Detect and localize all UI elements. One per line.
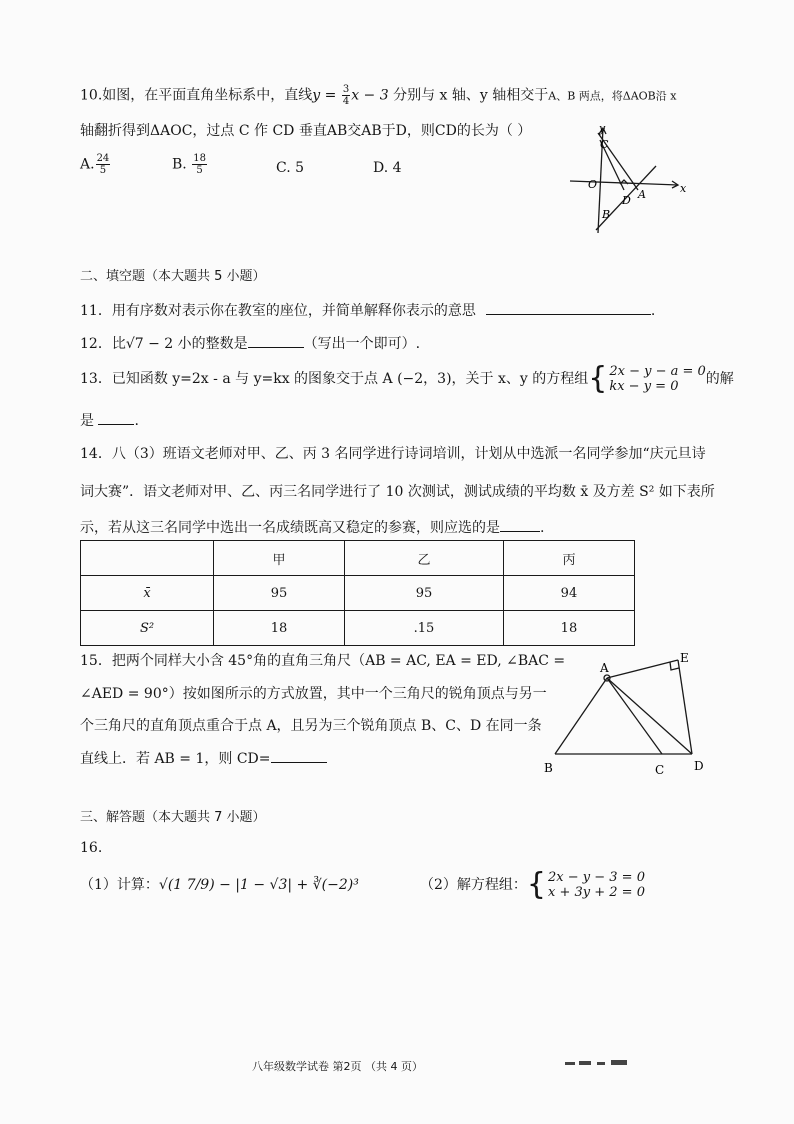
q10-eq-sign: =: [320, 87, 341, 104]
line-ed: [678, 660, 692, 754]
table-cell: 18: [503, 611, 634, 646]
q12: [80, 333, 420, 353]
table-row: [81, 576, 635, 611]
option-b-label: B.: [172, 156, 187, 173]
table-cell: 94: [503, 576, 634, 611]
fig-label-y: y: [599, 122, 606, 135]
q10-fraction: [342, 84, 350, 107]
fig-label-b: B: [602, 208, 611, 221]
fig-label-x: x: [680, 182, 687, 195]
q16-part1-expr: √(1 7/9) − |1 − √3| + ∛(−2)³: [158, 877, 359, 893]
table-header-cell: 甲: [214, 541, 345, 576]
q10-eq-rest: x − 3: [351, 87, 389, 104]
q10-option-c: [276, 160, 304, 176]
section3-title: 三、解答题（本大题共 7 小题）: [80, 810, 266, 825]
q10-points: A、B 两点，将ΔAOB沿 x: [548, 89, 677, 103]
q16-part2-label: （2）解方程组：: [420, 877, 527, 893]
q10-option-a: [80, 153, 111, 176]
q13-prefix: 13．已知函数 y=2x - a 与 y=kx 的图象交于点 A (−2，3)，关于 x、y 的方程组: [80, 371, 589, 387]
fig-label-o: O: [588, 178, 598, 191]
q16-number: 16.: [80, 840, 103, 856]
smudge-mark: [579, 1061, 591, 1065]
q10-eq-y: y: [312, 87, 321, 104]
fig-label-e: E: [680, 651, 689, 665]
page-footer: 八年级数学试卷 第2页 （共 4 页）: [252, 1060, 423, 1073]
q14-blank: [500, 531, 540, 532]
table-header-cell: 乙: [345, 541, 504, 576]
option-d-text: 4: [392, 160, 402, 176]
q16-brace: {: [526, 867, 547, 902]
q10-line1: [80, 84, 676, 107]
table-cell: 18: [214, 611, 345, 646]
table-row-label: x̄: [81, 576, 214, 611]
q11: 11．用有序数对表示你在教室的座位，并简单解释你表示的意思 .: [80, 303, 656, 319]
q14-line3: 示，若从这三名同学中选出一名成绩既高又稳定的参赛，则应选的是 .: [80, 520, 545, 536]
q13-answer-prefix: 是: [80, 413, 94, 429]
q13-system: [609, 364, 705, 394]
option-a-label: A.: [80, 156, 95, 173]
smudge-mark: [565, 1062, 575, 1065]
q10-line2: 轴翻折得到ΔAOC，过点 C 作 CD 垂直AB交AB于D，则CD的长为（ ）: [80, 123, 532, 139]
table-cell: .15: [345, 611, 504, 646]
q16-part1: [80, 874, 359, 894]
line-ae: [607, 660, 678, 678]
table-header-cell: [81, 541, 214, 576]
q13-suffix: 的解: [705, 371, 734, 387]
smudge-mark: [611, 1060, 627, 1065]
q13-blank: [98, 424, 134, 425]
x-axis: [570, 181, 678, 185]
table-header-row: [81, 541, 635, 576]
q16-eq1: 2x − y − 3 = 0: [548, 870, 645, 885]
fig-label-d: D: [622, 194, 631, 207]
fig-label-a: A: [638, 188, 646, 201]
q15-line2: ∠AED = 90°）按如图所示的方式放置，其中一个三角尺的锐角顶点与另一: [80, 686, 547, 702]
q14-line2: 词大赛”．语文老师对甲、乙、丙三名同学进行了 10 次测试，测试成绩的平均数 x̄ 及方差 S² 如下表所: [80, 484, 715, 500]
option-b-den: 5: [196, 165, 203, 176]
table-row-label: S²: [81, 611, 214, 646]
q15-figure: [540, 648, 720, 778]
option-a-den: 5: [99, 165, 107, 176]
q12-prefix: 12．比√7 − 2 小的整数是: [80, 336, 248, 352]
line-ab: [555, 678, 607, 754]
q16-eq2: x + 3y + 2 = 0: [548, 885, 645, 900]
q10-suffix: 分别与 x 轴、y 轴相交于: [388, 87, 549, 104]
table-cell: 95: [345, 576, 504, 611]
scan-smudge: [565, 1058, 645, 1070]
q10-figure: [560, 118, 690, 243]
q11-blank: [486, 314, 651, 315]
fig-label-c: C: [600, 138, 609, 151]
stats-table: [80, 540, 635, 646]
option-a-num: 24: [96, 153, 110, 164]
option-c-text: 5: [295, 160, 305, 176]
q16-system: [548, 870, 645, 900]
q10-frac-den: 4: [342, 96, 350, 107]
fig-label-b: B: [544, 761, 553, 775]
q10-option-b: [172, 153, 208, 176]
q15-line3: 个三角尺的直角顶点重合于点 A，且另为三个锐角顶点 B、C、D 在同一条: [80, 718, 542, 734]
q15-blank: [271, 762, 327, 763]
q13-eq2: kx − y = 0: [609, 379, 679, 394]
line-ac: [607, 678, 662, 754]
q13-line2: 是 .: [80, 413, 139, 429]
table-cell: 95: [214, 576, 345, 611]
table-row: [81, 611, 635, 646]
fig-label-a: A: [600, 661, 609, 675]
line-ad: [607, 678, 692, 754]
q15-line1: 15．把两个同样大小含 45°角的直角三角尺（AB = AC, EA = ED, ∠BAC =: [80, 653, 566, 669]
smudge-mark: [597, 1062, 605, 1065]
q13-line1: [80, 361, 734, 396]
right-angle-mark-e: [670, 662, 679, 670]
q13-eq1: 2x − y − a = 0: [609, 364, 706, 379]
q14-line1: 14．八（3）班语文老师对甲、乙、丙 3 名同学进行诗词培训，计划从中选派一名同学参加“庆元旦诗: [80, 446, 706, 462]
q16-part2: [420, 867, 645, 902]
option-c-label: C.: [276, 160, 291, 176]
option-d-label: D.: [373, 160, 389, 176]
q14-line3-text: 示，若从这三名同学中选出一名成绩既高又稳定的参赛，则应选的是: [80, 520, 500, 536]
q15-line4-text: 直线上．若 AB = 1，则 CD=: [80, 751, 271, 767]
option-a-frac: [96, 153, 111, 176]
q11-text: 11．用有序数对表示你在教室的座位，并简单解释你表示的意思: [80, 303, 476, 319]
fig-label-c: C: [655, 763, 665, 777]
q15-line4: [80, 748, 327, 768]
q10-frac-num: 3: [342, 84, 350, 95]
q16-part1-label: （1）计算：: [80, 877, 159, 893]
option-b-frac: [192, 153, 207, 176]
q12-suffix: （写出一个即可）.: [303, 336, 421, 352]
q10-text: 10.如图，在平面直角坐标系中，直线: [80, 87, 313, 104]
option-b-num: 18: [193, 153, 206, 164]
q10-option-d: [373, 160, 402, 176]
section2-title: 二、填空题（本大题共 5 小题）: [80, 269, 266, 284]
fig-label-d: D: [694, 759, 704, 773]
q13-brace: {: [588, 361, 608, 396]
q12-blank: [248, 347, 304, 348]
table-header-cell: 丙: [503, 541, 634, 576]
